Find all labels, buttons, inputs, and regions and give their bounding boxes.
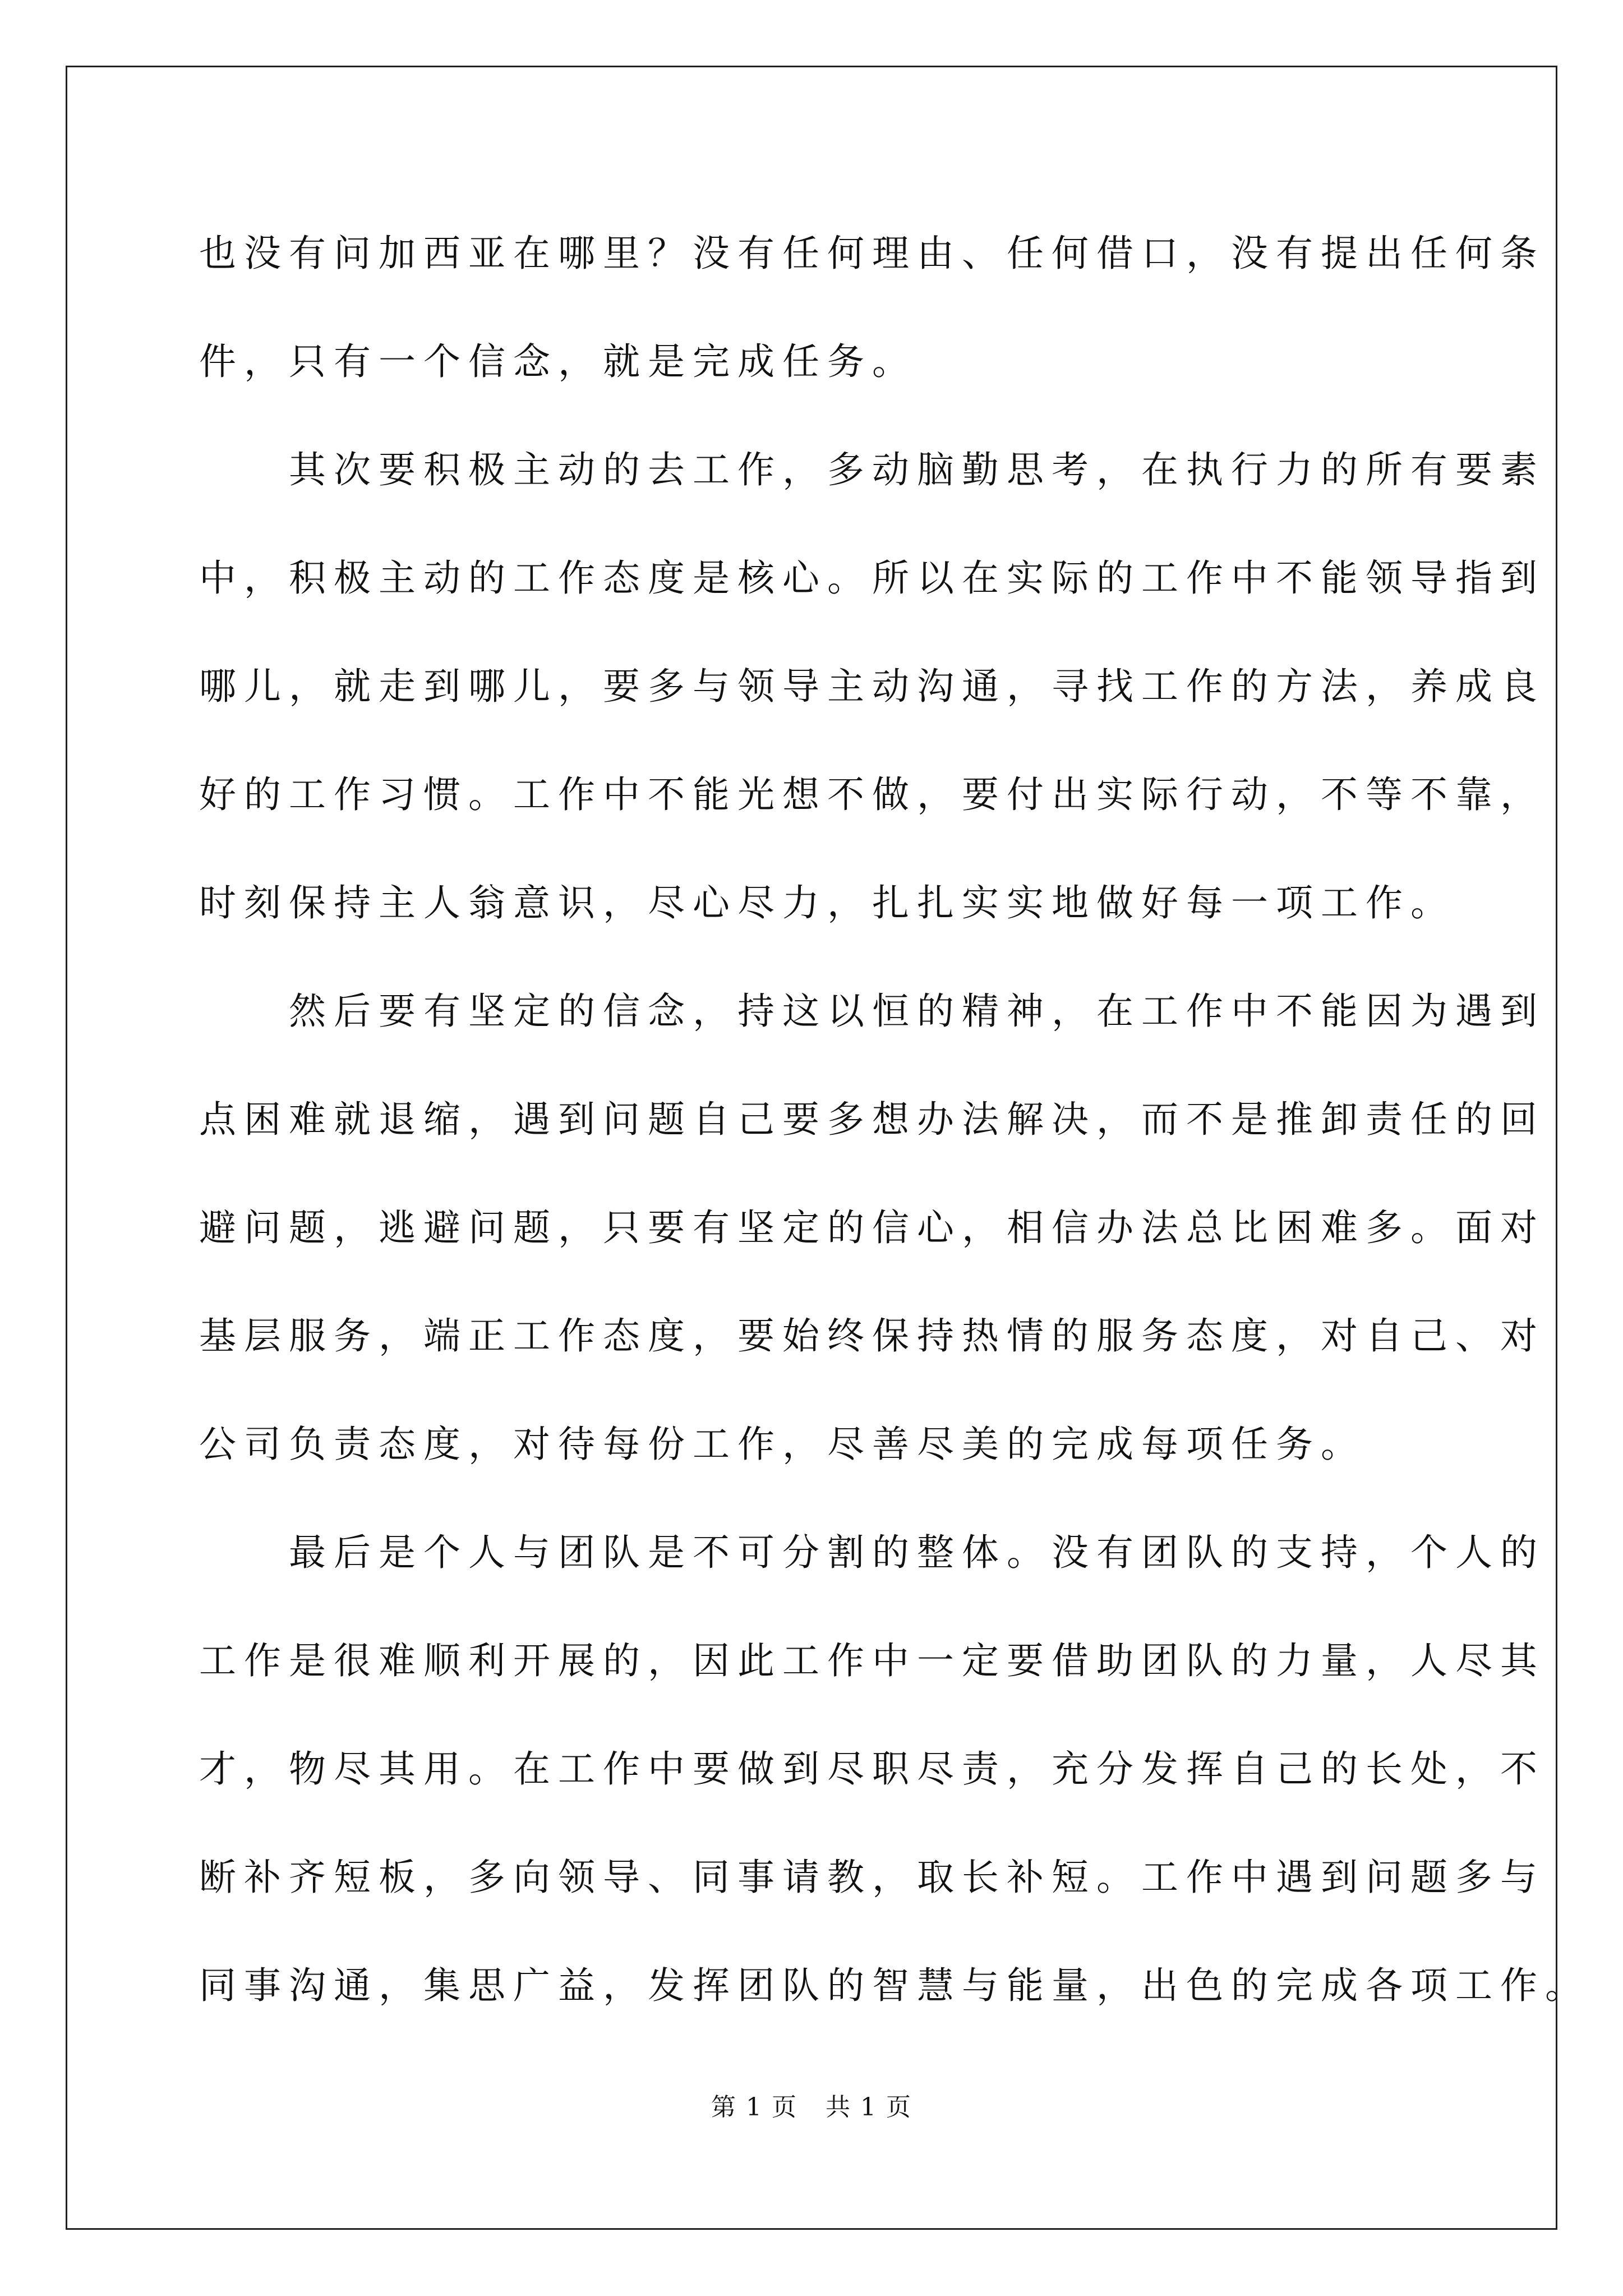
document-body xyxy=(199,199,1590,2040)
text-line: 同事沟通，集思广益，发挥团队的智慧与能量，出色的完成各项工作。 xyxy=(199,1964,1590,2007)
text-line: 基层服务，端正工作态度，要始终保持热情的服务态度，对自己、对 xyxy=(199,1314,1545,1358)
text-line: 也没有问加西亚在哪里？没有任何理由、任何借口，没有提出任何条 xyxy=(199,232,1545,275)
page-footer xyxy=(0,2087,1623,2123)
text-line: 才，物尽其用。在工作中要做到尽职尽责，充分发挥自己的长处，不 xyxy=(199,1747,1545,1791)
text-line: 点困难就退缩，遇到问题自己要多想办法解决，而不是推卸责任的回 xyxy=(199,1098,1545,1141)
text-line: 好的工作习惯。工作中不能光想不做，要付出实际行动，不等不靠， xyxy=(199,773,1545,816)
current-page-label: 第 1 页 xyxy=(711,2093,797,2122)
text-line: 公司负责态度，对待每份工作，尽善尽美的完成每项任务。 xyxy=(199,1423,1366,1466)
text-line: 最后是个人与团队是不可分割的整体。没有团队的支持，个人的 xyxy=(289,1531,1545,1574)
text-line: 断补齐短板，多向领导、同事请教，取长补短。工作中遇到问题多与 xyxy=(199,1856,1545,1899)
text-line: 其次要积极主动的去工作，多动脑勤思考，在执行力的所有要素 xyxy=(289,448,1545,491)
text-line: 哪儿，就走到哪儿，要多与领导主动沟通，寻找工作的方法，养成良 xyxy=(199,665,1545,708)
text-line: 中，积极主动的工作态度是核心。所以在实际的工作中不能领导指到 xyxy=(199,556,1545,600)
text-line: 然后要有坚定的信念，持这以恒的精神，在工作中不能因为遇到 xyxy=(289,990,1545,1033)
total-pages-label: 共 1 页 xyxy=(826,2093,912,2122)
text-line: 时刻保持主人翁意识，尽心尽力，扎扎实实地做好每一项工作。 xyxy=(199,881,1455,924)
text-line: 件，只有一个信念，就是完成任务。 xyxy=(199,340,917,383)
text-line: 避问题，逃避问题，只要有坚定的信心，相信办法总比困难多。面对 xyxy=(199,1206,1545,1249)
text-line: 工作是很难顺利开展的，因此工作中一定要借助团队的力量，人尽其 xyxy=(199,1639,1545,1682)
